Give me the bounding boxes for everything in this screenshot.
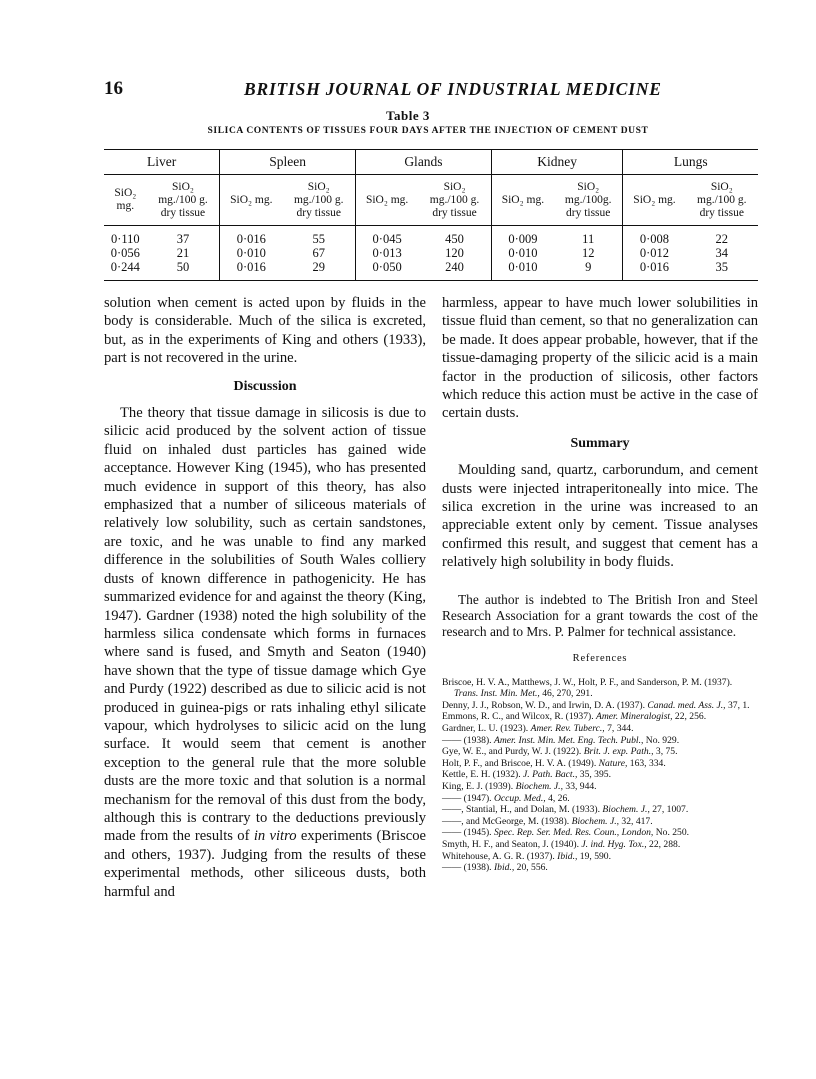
- reference-authors: —— (1945).: [442, 827, 492, 839]
- reference-item: [442, 862, 758, 874]
- column-header-line: dry tissue: [565, 206, 611, 219]
- acknowledgement: The author is indebted to The British Iron and Steel Research Association for a grant towards the cost of the research and to Mrs. P. Palmer for technical assistance.: [442, 591, 758, 640]
- reference-authors: Smyth, H. F., and Seaton, J. (1940).: [442, 839, 580, 851]
- table-cell: 0·016: [623, 260, 686, 281]
- journal-title: BRITISH JOURNAL OF INDUSTRIAL MEDICINE: [244, 79, 662, 99]
- table-group-header-row: [104, 150, 758, 175]
- table-row: [104, 260, 758, 281]
- reference-authors: Whitehouse, A. G. R. (1937).: [442, 850, 555, 862]
- table-cell: 9: [554, 260, 623, 281]
- reference-details: 32, 417.: [621, 815, 653, 827]
- table-cell: 67: [312, 246, 325, 260]
- column-header-line: SiO₂: [172, 180, 194, 193]
- reference-item: [442, 816, 758, 828]
- reference-source: Occup. Med.,: [493, 792, 546, 804]
- group-header-lungs: Lungs: [623, 150, 758, 175]
- reference-details: 33, 944.: [565, 781, 597, 793]
- references-list: [442, 677, 758, 874]
- reference-item: [442, 723, 758, 735]
- table-subheader-row: [104, 175, 758, 226]
- table-cell: 240: [418, 260, 491, 281]
- reference-details: No. 929.: [645, 734, 680, 746]
- reference-authors: Holt, P. F., and Briscoe, H. V. A. (1949).: [442, 757, 597, 769]
- reference-source: Amer. Inst. Min. Met. Eng. Tech. Publ.,: [493, 734, 644, 746]
- reference-source: Brit. J. exp. Path.,: [583, 746, 654, 758]
- table-cell: 0·008: [623, 226, 686, 247]
- reference-authors: ——, Stantial, H., and Dolan, M. (1933).: [442, 804, 601, 816]
- reference-item: [442, 839, 758, 851]
- table-caption: SILICA CONTENTS OF TISSUES FOUR DAYS AFTER THE INJECTION OF CEMENT DUST: [207, 126, 649, 136]
- right-column: [442, 294, 758, 874]
- reference-details: 163, 334.: [629, 757, 666, 769]
- column-header-line: SiO₂: [443, 180, 466, 193]
- reference-item: [442, 804, 758, 816]
- table-cell: 50: [147, 260, 220, 281]
- table-body: [104, 226, 758, 281]
- discussion-heading: Discussion: [233, 378, 297, 394]
- column-header: [418, 175, 491, 226]
- column-header-line: mg./100 g.: [293, 193, 344, 206]
- reference-authors: Emmons, R. C., and Wilcox, R. (1937).: [442, 711, 594, 723]
- table-cell: 0·045: [356, 226, 419, 247]
- column-header-line: SiO₂ mg.: [230, 193, 273, 206]
- reference-source: Trans. Inst. Min. Met.,: [454, 688, 540, 700]
- reference-item: [442, 700, 758, 712]
- column-header-line: mg./100g.: [564, 193, 612, 206]
- reference-authors: Denny, J. J., Robson, W. D., and Irwin, D. A. (1937).: [442, 699, 645, 711]
- table-cell: 0·013: [356, 246, 419, 260]
- table-cell: 0·244: [104, 260, 147, 281]
- table-cell: 0·010: [491, 260, 554, 281]
- reference-details: 37, 1.: [727, 699, 750, 711]
- reference-details: 35, 395.: [579, 769, 611, 781]
- table-cell: 22: [715, 232, 729, 246]
- table-cell: 12: [581, 246, 595, 260]
- table-cell: 0·016: [220, 260, 283, 281]
- table-cell: 0·016: [220, 226, 283, 247]
- reference-details: 27, 1007.: [652, 804, 689, 816]
- column-header: [220, 175, 283, 226]
- column-header-line: dry tissue: [432, 206, 477, 219]
- column-header: [282, 175, 355, 226]
- reference-authors: Gye, W. E., and Purdy, W. J. (1922).: [442, 746, 582, 758]
- reference-source: Ibid.,: [493, 862, 515, 874]
- table-cell: 11: [582, 232, 595, 246]
- discussion-italic: in vitro: [253, 828, 297, 845]
- reference-source: Amer. Rev. Tuberc.,: [530, 723, 605, 735]
- reference-item: [442, 769, 758, 781]
- summary-paragraph: Moulding sand, quartz, carborundum, and cement dusts were injected intraperitoneally into mice. The silica excretion in the urine was increased to an appreciable extent only by cement. Tissue analyses confirmed this result, and suggest that cement has a relatively high solubility in body fluids.: [442, 462, 758, 571]
- column-header-line: SiO₂ mg.: [365, 193, 409, 206]
- references-heading: References: [572, 653, 628, 665]
- reference-item: [442, 781, 758, 793]
- table-cell: 0·110: [110, 232, 140, 246]
- table-cell: 0·009: [491, 226, 554, 247]
- column-header-line: SiO₂: [577, 180, 600, 193]
- table-row: [104, 246, 758, 260]
- reference-item: [442, 711, 758, 723]
- discussion-paragraph: [104, 404, 426, 901]
- body-paragraph: harmless, appear to have much lower solubilities in tissue fluid than cement, so that no generalization can be made. It does appear probable, however, that if the tissue-damaging property of the silicic acid is a main factor in the production of silicosis, other factors which reduce this action must be active in the case of certain dusts.: [442, 295, 758, 422]
- reference-source: Biochem. J.,: [571, 815, 620, 827]
- reference-item: [442, 746, 758, 758]
- reference-source: Amer. Mineralogist,: [596, 711, 673, 723]
- column-header: [104, 175, 147, 226]
- discussion-text-a: The theory that tissue damage in silicosis is due to silicic acid produced by the solvent action of tissue fluid on inhaled dust particles has gained wide acceptance. However King (1945), who has presented much evidence in support of this theory, has also emphasized that a number of siliceous materials of relatively low solubility, such as certain sandstones, are toxic, and he was unable to find any marked difference in the solubilities of South Wales colliery dusts of known difference in pathogenicity. He has summarized evidence for and against the theory (King, 1947). Gardner (1938) noted the high solubility of the harmless silica condensate which forms in furnaces where sand is fused, and Smyth and Seaton (1940) have shown that the type of tissue damage which Gye and Purdy (1922) described as due to silicic acid is not produced in guinea-pigs or rats inhaling ethyl silicate vapour, which hydrolyses to silicic acid on the lung surface. It would seem that cement is another exception to the general rule that the more soluble dusts are the more toxic and that solution is a normal mechanism for the removal of this dust from the body, although this is contrary to the deductions previously made from the results of: [104, 405, 426, 845]
- reference-authors: —— (1938).: [442, 862, 492, 874]
- discussion-text-b: experiments (Briscoe and others, 1937). Judging from the results of these experimental methods, other siliceous dusts, both harmful and: [104, 828, 426, 900]
- reference-authors: Briscoe, H. V. A., Matthews, J. W., Holt, P. F., and Sanderson, P. M. (1937).: [442, 676, 733, 688]
- page-number: 16: [104, 78, 123, 99]
- reference-details: No. 250.: [655, 827, 690, 839]
- reference-authors: —— (1947).: [442, 792, 492, 804]
- reference-details: 46, 270, 291.: [542, 688, 593, 700]
- silica-table: [104, 149, 758, 281]
- reference-details: 3, 75.: [655, 746, 678, 758]
- reference-source: Biochem. J.,: [602, 804, 650, 816]
- reference-authors: Kettle, E. H. (1932).: [442, 769, 521, 781]
- column-header: [554, 175, 623, 226]
- column-header-line: SiO₂ mg.: [633, 193, 676, 206]
- column-header: [147, 175, 220, 226]
- reference-authors: —— (1938).: [442, 734, 492, 746]
- column-header: [356, 175, 419, 226]
- column-header-line: SiO₂ mg.: [501, 193, 545, 206]
- table-title: Table 3: [386, 108, 430, 123]
- reference-authors: King, E. J. (1939).: [442, 781, 514, 793]
- table-cell: 34: [715, 246, 729, 260]
- column-header-line: dry tissue: [699, 206, 744, 219]
- column-header: [623, 175, 686, 226]
- body-paragraph: solution when cement is acted upon by fluids in the body is considerable. Much of the silica is excreted, but, as in the experiments of King and others (1933), part is not recovered in the urine.: [104, 295, 426, 367]
- page-header: [104, 78, 764, 102]
- reference-item: [442, 677, 758, 700]
- table-cell: 55: [312, 232, 325, 246]
- table-cell: 0·010: [220, 246, 283, 260]
- left-column: [104, 294, 426, 901]
- column-header-line: mg.: [116, 200, 135, 212]
- reference-source: Canad. med. Ass. J.,: [647, 699, 726, 711]
- table-cell: 29: [282, 260, 355, 281]
- table-cell: 21: [176, 246, 190, 260]
- table-cell: 0·010: [491, 246, 554, 260]
- reference-item: [442, 758, 758, 770]
- column-header: [491, 175, 554, 226]
- group-header-liver: Liver: [104, 150, 220, 175]
- table-row: [104, 226, 758, 247]
- column-header-line: mg./100 g.: [158, 193, 208, 206]
- reference-source: Ibid.,: [557, 850, 578, 862]
- column-header-line: dry tissue: [160, 206, 206, 219]
- reference-details: 22, 256.: [674, 711, 707, 723]
- reference-details: 20, 556.: [516, 862, 548, 874]
- table-cell: 0·012: [623, 246, 686, 260]
- reference-authors: Gardner, L. U. (1923).: [442, 723, 529, 735]
- table-cell: 35: [686, 260, 758, 281]
- reference-details: 22, 288.: [649, 839, 681, 851]
- table-cell: 0·056: [110, 246, 140, 260]
- table-cell: 120: [445, 246, 464, 260]
- table-cell: 450: [445, 232, 464, 246]
- table-cell: 37: [176, 232, 190, 246]
- column-header-line: SiO₂: [114, 187, 137, 199]
- reference-item: [442, 793, 758, 805]
- reference-authors: ——, and McGeorge, M. (1938).: [442, 815, 570, 827]
- column-header-line: mg./100 g.: [429, 193, 480, 206]
- table-cell: 0·050: [356, 260, 419, 281]
- column-header-line: SiO₂: [710, 180, 733, 193]
- reference-item: [442, 827, 758, 839]
- column-header-line: SiO₂: [307, 180, 330, 193]
- reference-source: J. ind. Hyg. Tox.,: [581, 839, 647, 851]
- summary-heading: Summary: [570, 435, 630, 451]
- reference-source: Biochem. J.,: [515, 781, 563, 793]
- column-header-line: mg./100 g.: [697, 193, 747, 206]
- reference-source: Spec. Rep. Ser. Med. Res. Coun., London,: [493, 827, 654, 839]
- group-header-glands: Glands: [356, 150, 492, 175]
- reference-details: 19, 590.: [579, 850, 611, 862]
- reference-source: Nature,: [598, 757, 628, 769]
- column-header-line: dry tissue: [296, 206, 341, 219]
- group-header-kidney: Kidney: [491, 150, 623, 175]
- reference-details: 4, 26.: [548, 792, 570, 804]
- reference-details: 7, 344.: [607, 723, 634, 735]
- reference-item: [442, 851, 758, 863]
- reference-item: [442, 735, 758, 747]
- reference-source: J. Path. Bact.,: [523, 769, 578, 781]
- column-header: [686, 175, 758, 226]
- group-header-spleen: Spleen: [220, 150, 356, 175]
